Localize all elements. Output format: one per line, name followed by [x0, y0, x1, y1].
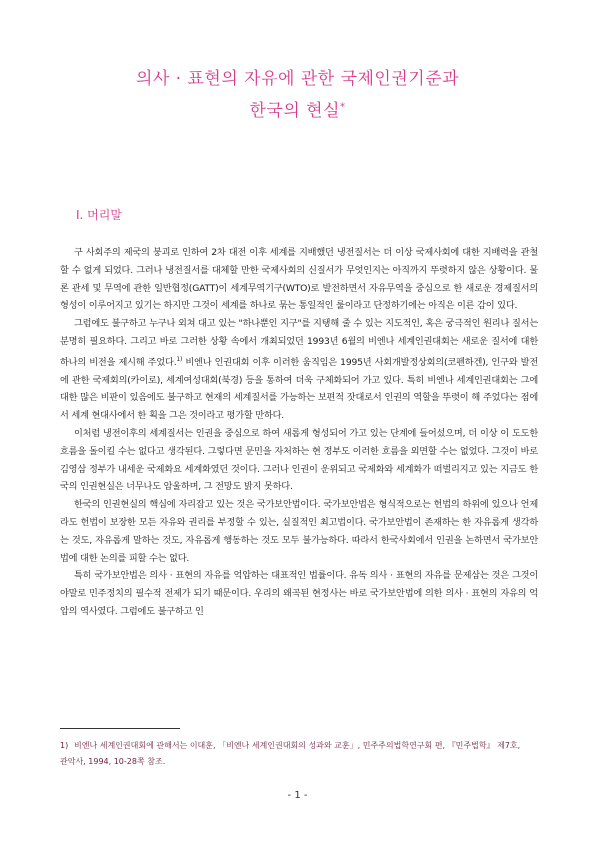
- paragraph-1: 구 사회주의 제국의 붕괴로 인하여 2차 대전 이후 세계를 지배했던 냉전질서는 더 이상 국제사회에 대한 지배력을 관철할 수 없게 되었다. 그러나 냉전질서를 대체할 만한 국제사회의 신질서가 무엇인지는 아직까지 뚜렷하지 않은 상황이다. 물론 관세 및 무역에 관한 일반협정(GATT)이 세계무역기구(WTO)로 발전하면서 자유무역을 중심으로 한 새로운 경제질서의 형성이 이루어지고 있기는 하지만 그것이 세계를 하나로 묶는 통일적인 룰이라고 단정하기에는 아직은 이른 감이 있다.: [60, 247, 538, 312]
- title-footnote-mark: *: [340, 101, 346, 113]
- paragraph-4: 한국의 인권현실의 핵심에 자리잡고 있는 것은 국가보안법이다. 국가보안법은 형식적으로는 헌법의 하위에 있으나 언제라도 헌법이 보장한 모든 자유와 권리를 부정할 수 있는, 실질적인 최고법이다. 국가보안법이 존재하는 한 자유롭게 생각하는 것도, 자유롭게 말하는 것도, 자유롭게 행동하는 것도 모두 불가능하다. 따라서 한국사회에서 인권을 논하면서 국가보안법에 대한 논의를 피할 수는 없다.: [60, 499, 538, 564]
- footnote: [60, 738, 530, 770]
- paragraph-2-text: 그럼에도 불구하고 누구나 외쳐 대고 있는 "하나뿐인 지구"를 지탱해 줄 수 있는 지도적인, 혹은 궁극적인 원리나 질서는 분명히 필요하다. 그리고 바로 그러한 상황 속에서 개최되었던 1993년 6월의 비엔나 세계인권대회는 새로운 질서에 대한 하나의 비전을 제시해 주었다.: [60, 318, 538, 368]
- paragraph-5: 특히 국가보안법은 의사 · 표현의 자유를 억압하는 대표적인 법률이다. 유독 의사 · 표현의 자유를 문제삼는 것은 그것이야말로 민주정치의 필수적 전제가 되기 때문이다. 우리의 왜곡된 현정사는 바로 국가보안법에 의한 의사 · 표현의 자유의 억압의 역사였다. 그럼에도 불구하고 인: [60, 570, 538, 617]
- paragraph-3: 이처럼 냉전이후의 세계질서는 인권을 중심으로 하여 새롭게 형성되어 가고 있는 단계에 들어섰으며, 더 이상 이 도도한 흐름을 돌이킬 수는 없다고 생각된다. 그렇다면 문민을 자처하는 현 정부도 이러한 흐름을 외면할 수는 없었다. 그것이 바로 김영삼 정부가 내세운 국제화요 세계화였던 것이다. 그러나 인권이 운위되고 국제화와 세계화가 떠벌리지고 있는 지금도 한국의 인권현실은 너무나도 암울하며, 그 전망도 밝지 못하다.: [60, 428, 538, 493]
- paragraph-2-continuation: 비엔나 인권대회 이후 이러한 움직임은 1995년 사회개발정상회의(코펜하겐), 인구와 발전에 관한 국제회의(카이로), 세계여성대회(북경) 등을 통하여 더욱 구체화되어 가고 있다. 특히 비엔나 세계인권대회는 그에 대한 많은 비판이 있음에도 불구하고 현재의 세계질서를 가능하는 보편적 잣대로서 인권의 역할을 뚜렷이 해 주었다는 점에서 세계 현대사에서 한 획을 그은 것이라고 평가할 만하다.: [60, 356, 538, 422]
- document-title-line1: 의사 · 표현의 자유에 관한 국제인권기준과: [135, 69, 460, 89]
- title-text: 한국의 현실: [249, 101, 340, 121]
- paragraph-2: [60, 315, 538, 425]
- footnote-divider: [60, 728, 180, 729]
- footnote-reference[interactable]: 1): [176, 355, 183, 363]
- footnote-text: 비엔나 세계인권대회에 관해서는 이대훈, 「비엔나 세계인권대회의 성과와 교훈」, 민주주의법학연구회 편, 『민주법학』 제7호, 관악사, 1994, 10-28쪽 참조.: [60, 741, 521, 766]
- footnote-number: 1): [60, 741, 69, 750]
- page-number: - 1 -: [287, 790, 308, 801]
- section-heading: Ⅰ. 머리말: [76, 208, 122, 222]
- body-text: [60, 244, 538, 621]
- document-title-line2: [0, 96, 595, 121]
